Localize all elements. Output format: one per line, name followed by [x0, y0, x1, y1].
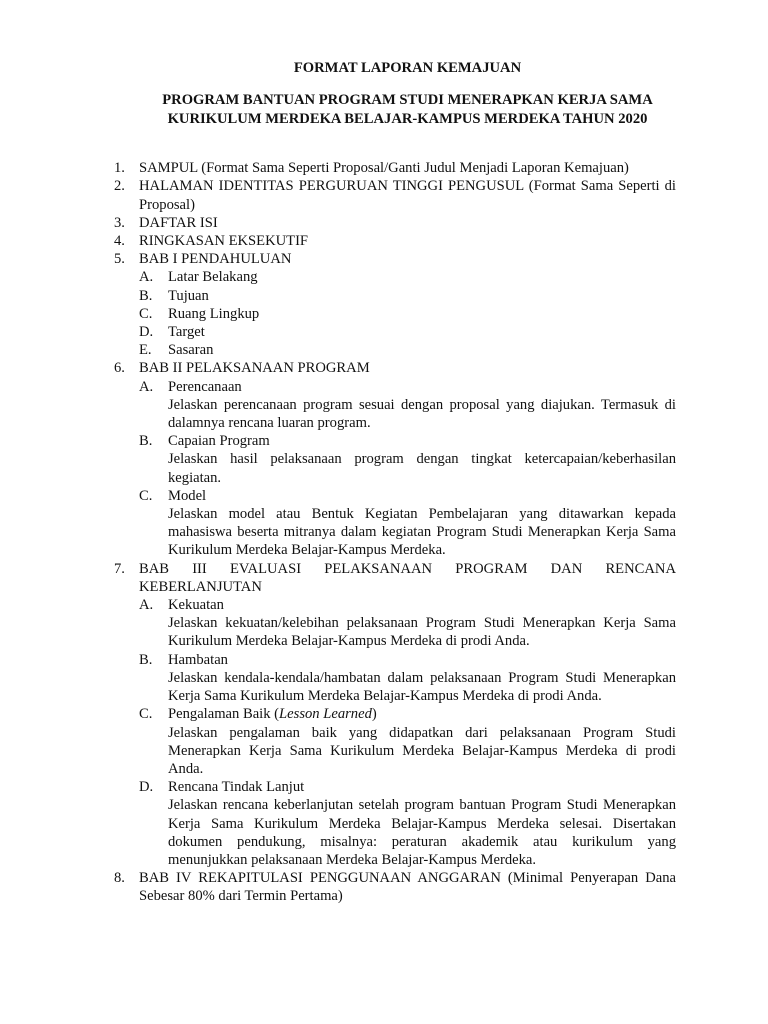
sub-item-letter: E.: [139, 342, 152, 359]
item-text: BAB II PELAKSANAAN PROGRAM: [139, 360, 370, 377]
sub-item-letter: A.: [139, 378, 154, 395]
sub-item-letter: D.: [139, 324, 154, 341]
sub-item-description: Jelaskan pengalaman baik yang didapatkan dari pelaksanaan Program Studi Menerapkan Kerja Sama Kurikulum Merdeka Belajar-Kampus Merdeka di prodi Anda.: [168, 724, 676, 777]
sub-item: [139, 778, 676, 869]
sub-item: [139, 323, 676, 341]
sub-item-description: Jelaskan kendala-kendala/hambatan dalam pelaksanaan Program Studi Menerapkan Kerja Sama Kurikulum Merdeka Belajar-Kampus Merdeka di prodi Anda.: [168, 669, 676, 705]
sub-item-letter: B.: [139, 433, 153, 450]
outline-list: [114, 159, 676, 905]
sub-item-label: Hambatan: [168, 651, 228, 668]
sub-item-label: Perencanaan: [168, 378, 242, 395]
sub-item-label-end: ): [371, 706, 377, 723]
sub-item-letter: C.: [139, 706, 153, 723]
item-text: DAFTAR ISI: [139, 214, 218, 231]
list-item: [114, 250, 676, 359]
list-item: [114, 214, 676, 232]
sub-item-label: Tujuan: [168, 287, 209, 304]
subtitle-line-2: KURIKULUM MERDEKA BELAJAR-KAMPUS MERDEKA TAHUN 2020: [167, 111, 648, 128]
sub-item-label: Target: [168, 324, 205, 341]
sub-item-description: Jelaskan perencanaan program sesuai dengan proposal yang diajukan. Termasuk di dalamnya rencana luaran program.: [168, 396, 676, 432]
sub-item-label: Kekuatan: [168, 597, 224, 614]
item-text: SAMPUL (Format Sama Seperti Proposal/Ganti Judul Menjadi Laporan Kemajuan): [139, 160, 629, 177]
item-number: 6.: [114, 360, 125, 377]
sub-item-description: Jelaskan rencana keberlanjutan setelah program bantuan Program Studi Menerapkan Kerja Sama Kurikulum Merdeka Belajar-Kampus Merdeka selesai. Disertakan dokumen pendukung, misalnya: peraturan akademik atau kurikulum yang menunjukkan pelaksanaan Merdeka Belajar-Kampus Merdeka.: [168, 797, 676, 868]
sub-item: [139, 596, 676, 651]
sub-item-letter: A.: [139, 269, 154, 286]
sub-item: [139, 287, 676, 305]
sub-item-description: Jelaskan kekuatan/kelebihan pelaksanaan Program Studi Menerapkan Kerja Sama Kurikulum Merdeka Belajar-Kampus Merdeka di prodi Anda.: [168, 615, 676, 650]
item-text: BAB I PENDAHULUAN: [139, 251, 292, 268]
sub-item: [139, 432, 676, 487]
item-text: BAB IV REKAPITULASI PENGGUNAAN ANGGARAN (Minimal Penyerapan Dana Sebesar 80% dari Termin Pertama): [139, 870, 676, 905]
sub-item-label: Ruang Lingkup: [168, 305, 260, 322]
sub-item-description: Jelaskan model atau Bentuk Kegiatan Pembelajaran yang ditawarkan kepada mahasiswa beserta mitranya dalam kegiatan Program Studi Menerapkan Kerja Sama Kurikulum Merdeka Belajar-Kampus Merdeka.: [168, 506, 676, 559]
item-text: HALAMAN IDENTITAS PERGURUAN TINGGI PENGUSUL (Format Sama Seperti di Proposal): [139, 178, 676, 213]
list-item: [114, 159, 676, 177]
list-item: [114, 869, 676, 905]
sub-item-letter: A.: [139, 597, 154, 614]
sub-item: [139, 305, 676, 323]
sub-item-label-start: Pengalaman Baik (: [168, 706, 280, 723]
sub-item-label: Latar Belakang: [168, 269, 258, 286]
subtitle-line-1: PROGRAM BANTUAN PROGRAM STUDI MENERAPKAN KERJA SAMA: [162, 92, 653, 109]
sub-item: [139, 705, 676, 778]
sub-item-label: Model: [168, 487, 207, 504]
sub-item-letter: C.: [139, 487, 153, 504]
sub-item-label: Capaian Program: [168, 433, 270, 450]
item-number: 1.: [114, 160, 125, 177]
item-number: 7.: [114, 560, 125, 577]
document-title: FORMAT LAPORAN KEMAJUAN: [293, 60, 522, 76]
item-text: BAB III EVALUASI PELAKSANAAN PROGRAM DAN RENCANA KEBERLANJUTAN: [139, 560, 676, 595]
sub-item: [139, 341, 676, 359]
sub-item-letter: B.: [139, 651, 153, 668]
item-number: 2.: [114, 178, 125, 195]
sub-item: [139, 378, 676, 433]
list-item: [114, 560, 676, 869]
sub-item: [139, 651, 676, 706]
list-item: [114, 232, 676, 250]
item-number: 3.: [114, 214, 125, 231]
sub-item-letter: D.: [139, 779, 154, 796]
list-item: [114, 359, 676, 559]
sub-item-label: Rencana Tindak Lanjut: [168, 779, 305, 796]
sub-item-description: Jelaskan hasil pelaksanaan program dengan tingkat ketercapaian/keberhasilan kegiatan.: [168, 451, 676, 486]
item-number: 4.: [114, 233, 125, 250]
item-number: 5.: [114, 251, 125, 268]
sub-item-letter: C.: [139, 305, 153, 322]
item-number: 8.: [114, 870, 125, 887]
sub-item-label: Sasaran: [168, 342, 214, 359]
document-subtitle: [139, 91, 676, 129]
sub-item-letter: B.: [139, 287, 153, 304]
list-item: [114, 177, 676, 213]
item-text: RINGKASAN EKSEKUTIF: [139, 233, 309, 250]
sub-item-label-italic: Lesson Learned: [279, 706, 372, 723]
sub-item-label: [168, 706, 377, 722]
sub-item: [139, 268, 676, 286]
sub-item: [139, 487, 676, 560]
